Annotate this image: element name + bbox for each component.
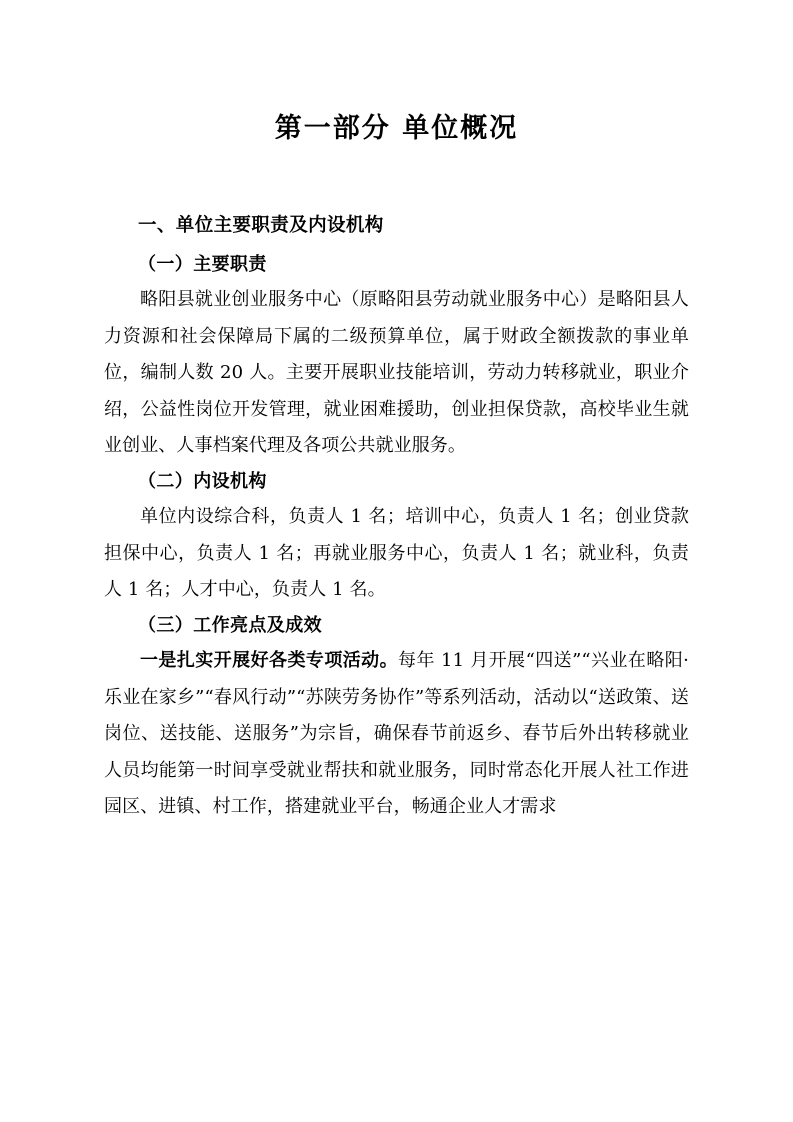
subsection-highlights [104,609,689,826]
paragraph-highlights [104,643,689,826]
section-heading-internal-structure: （二）内设机构 [138,471,267,493]
page-title: 第一部分 单位概况 [274,113,519,144]
section-heading-highlights: （三）工作亮点及成效 [138,614,322,636]
section-main-duties-and-structure [104,210,689,242]
paragraph-internal-structure: 单位内设综合科，负责人 1 名；培训中心，负责人 1 名；创业贷款担保中心，负责人 1 名；再就业服务中心，负责人 1 名；就业科，负责人 1 名；人才中心，负责人 1 名。 [104,506,689,601]
section-heading-main-duties: （一）主要职责 [138,254,267,276]
paragraph-main-duties: 略阳县就业创业服务中心（原略阳县劳动就业服务中心）是略阳县人力资源和社会保障局下属的二级预算单位，属于财政全额拨款的事业单位，编制人数 20 人。主要开展职业技能培训，劳动力转移就业，职业介绍，公益性岗位开发管理，就业困难援助，创业担保贷款，高校毕业生就业创业、人事档案代理及各项公共就业服务。 [104,289,689,457]
section-heading-level2: 一、单位主要职责及内设机构 [138,214,384,236]
paragraph-highlights-lead: 一是 [140,649,177,671]
paragraph-highlights-bold: 扎实开展好各类专项活动。 [176,649,399,671]
subsection-main-duties [104,248,689,465]
subsection-internal-structure [104,465,689,609]
title-spacer [104,148,689,210]
paragraph-highlights-rest: 每年 11 月开展“四送”“兴业在略阳·乐业在家乡”“春风行动”“苏陕劳务协作”等系列活动，活动以“送政策、送岗位、送技能、送服务”为宗旨，确保春节前返乡、春节后外出转移就业人员均能第一时间享受就业帮扶和就业服务，同时常态化开展人社工作进园区、进镇、村工作，搭建就业平台，畅通企业人才需求 [104,649,690,818]
